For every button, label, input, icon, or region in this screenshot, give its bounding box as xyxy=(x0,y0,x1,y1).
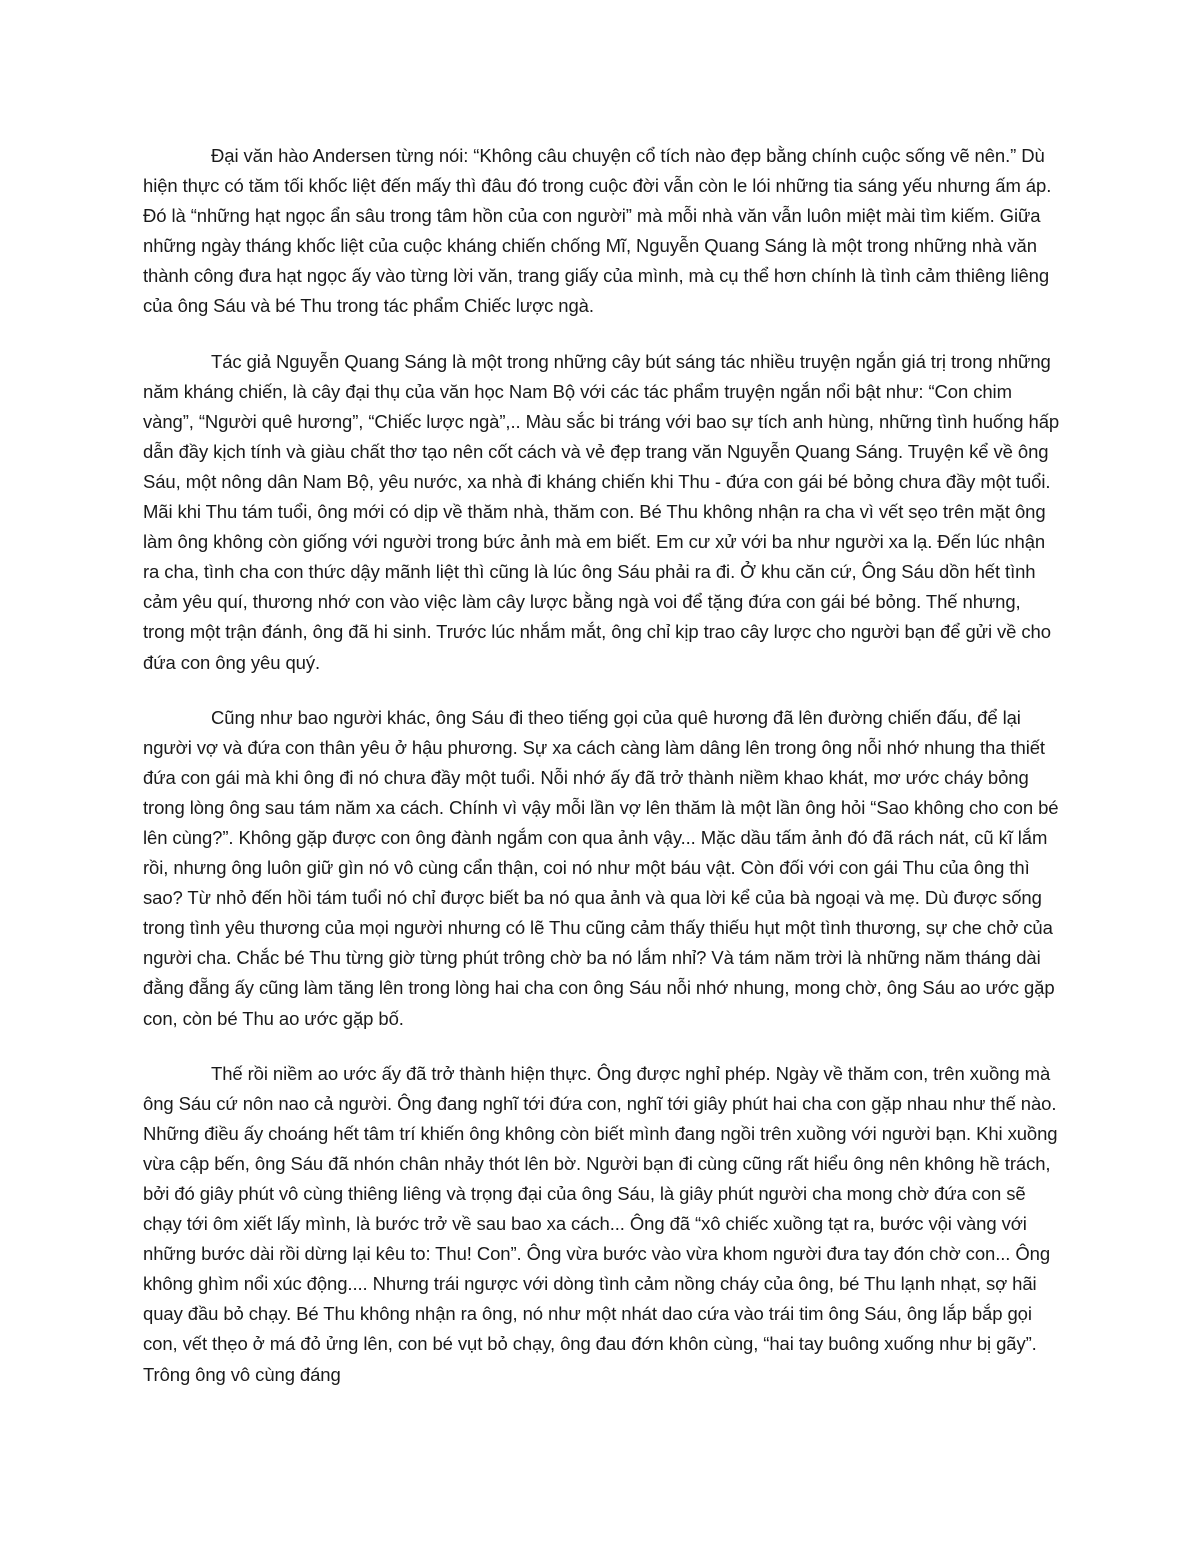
paragraph-reunion: Thế rồi niềm ao ước ấy đã trở thành hiện thực. Ông được nghỉ phép. Ngày về thăm con, trên xuồng mà ông Sáu cứ nôn nao cả người. Ông đang nghĩ tới đứa con, nghĩ tới giây phút hai cha con gặp nhau như thế nào. Những điều ấy choáng hết tâm trí khiến ông không còn biết mình đang ngồi trên xuồng với người bạn. Khi xuồng vừa cập bến, ông Sáu đã nhón chân nhảy thót lên bờ. Người bạn đi cùng cũng rất hiểu ông nên không hề trách, bởi đó giây phút vô cùng thiêng liêng và trọng đại của ông Sáu, là giây phút người cha mong chờ đứa con sẽ chạy tới ôm xiết lấy mình, là bước trở về sau bao xa cách... Ông đã “xô chiếc xuồng tạt ra, bước vội vàng với những bước dài rồi dừng lại kêu to: Thu! Con”. Ông vừa bước vào vừa khom người đưa tay đón chờ con... Ông không ghìm nổi xúc động.... Nhưng trái ngược với dòng tình cảm nồng cháy của ông, bé Thu lạnh nhạt, sợ hãi quay đầu bỏ chạy. Bé Thu không nhận ra ông, nó như một nhát dao cứa vào trái tim ông Sáu, ông lắp bắp gọi con, vết thẹo ở má đỏ ửng lên, con bé vụt bỏ chạy, ông đau đớn khôn cùng, “hai tay buông xuống như bị gãy”. Trông ông vô cùng đáng xyxy=(143,1062,1058,1385)
paragraph-intro: Đại văn hào Andersen từng nói: “Không câu chuyện cổ tích nào đẹp bằng chính cuộc sống vẽ nên.” Dù hiện thực có tăm tối khốc liệt đến mấy thì đâu đó trong cuộc đời vẫn còn le lói những tia sáng yếu nhưng ấm áp. Đó là “những hạt ngọc ẩn sâu trong tâm hồn của con người” mà mỗi nhà văn vẫn luôn miệt mài tìm kiếm. Giữa những ngày tháng khốc liệt của cuộc kháng chiến chống Mĩ, Nguyễn Quang Sáng là một trong những nhà văn thành công đưa hạt ngọc ấy vào từng lời văn, trang giấy của mình, mà cụ thể hơn chính là tình cảm thiêng liêng của ông Sáu và bé Thu trong tác phẩm Chiếc lược ngà. xyxy=(143,145,1052,317)
paragraph-author-summary: Tác giả Nguyễn Quang Sáng là một trong những cây bút sáng tác nhiều truyện ngắn giá trị trong những năm kháng chiến, là cây đại thụ của văn học Nam Bộ với các tác phẩm truyện ngắn nổi bật như: “Con chim vàng”, “Người quê hương”, “Chiếc lược ngà”,.. Màu sắc bi tráng với bao sự tích anh hùng, những tình huống hấp dẫn đầy kịch tính và giàu chất thơ tạo nên cốt cách và vẻ đẹp trang văn Nguyễn Quang Sáng. Truyện kể về ông Sáu, một nông dân Nam Bộ, yêu nước, xa nhà đi kháng chiến khi Thu - đứa con gái bé bỏng chưa đầy một tuổi. Mãi khi Thu tám tuổi, ông mới có dịp về thăm nhà, thăm con. Bé Thu không nhận ra cha vì vết sẹo trên mặt ông làm ông không còn giống với người trong bức ảnh mà em biết. Em cư xử với ba như người xa lạ. Đến lúc nhận ra cha, tình cha con thức dậy mãnh liệt thì cũng là lúc ông Sáu phải ra đi. Ở khu căn cứ, Ông Sáu dồn hết tình cảm yêu quí, thương nhớ con vào việc làm cây lược bằng ngà voi để tặng đứa con gái bé bỏng. Thế nhưng, trong một trận đánh, ông đã hi sinh. Trước lúc nhắm mắt, ông chỉ kịp trao cây lược cho người bạn để gửi về cho đứa con ông yêu quý. xyxy=(143,350,1060,673)
paragraph-longing: Cũng như bao người khác, ông Sáu đi theo tiếng gọi của quê hương đã lên đường chiến đấu, để lại người vợ và đứa con thân yêu ở hậu phương. Sự xa cách càng làm dâng lên trong ông nỗi nhớ nhung tha thiết đứa con gái mà khi ông đi nó chưa đầy một tuổi. Nỗi nhớ ấy đã trở thành niềm khao khát, mơ ước cháy bỏng trong lòng ông sau tám năm xa cách. Chính vì vậy mỗi lần vợ lên thăm là một lần ông hỏi “Sao không cho con bé lên cùng?”. Không gặp được con ông đành ngắm con qua ảnh vậy... Mặc dầu tấm ảnh đó đã rách nát, cũ kĩ lắm rồi, nhưng ông luôn giữ gìn nó vô cùng cẩn thận, coi nó như một báu vật. Còn đối với con gái Thu của ông thì sao? Từ nhỏ đến hồi tám tuổi nó chỉ được biết ba nó qua ảnh và qua lời kể của bà ngoại và mẹ. Dù được sống trong tình yêu thương của mọi người nhưng có lẽ Thu cũng cảm thấy thiếu hụt một tình thương, sự che chở của người cha. Chắc bé Thu từng giờ từng phút trông chờ ba nó lắm nhỉ? Và tám năm trời là những năm tháng dài đằng đẵng ấy cũng làm tăng lên trong lòng hai cha con ông Sáu nỗi nhớ nhung, mong chờ, ông Sáu ao ước gặp con, còn bé Thu ao ước gặp bố. xyxy=(143,706,1059,1029)
document-body xyxy=(143,141,1060,1415)
